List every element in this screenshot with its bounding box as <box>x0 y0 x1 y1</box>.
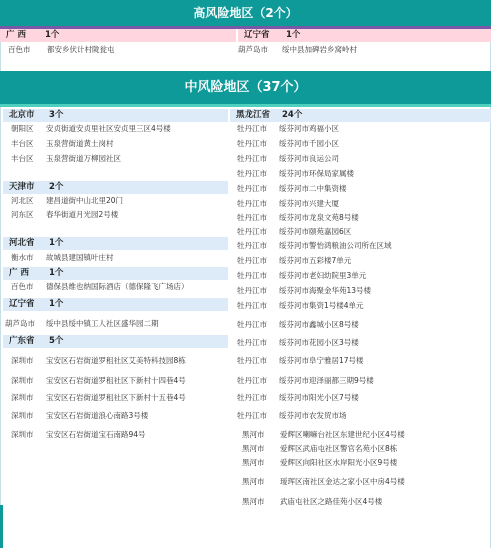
province-count: 1个 <box>49 268 64 278</box>
city-name: 深圳市 <box>11 430 34 439</box>
mid-risk-header: 中风险地区（37个） <box>0 71 491 104</box>
city-name: 牡丹江市 <box>237 227 267 236</box>
city-name: 牡丹江市 <box>237 213 267 222</box>
city-name: 牡丹江市 <box>237 356 267 365</box>
city-name: 黑河市 <box>242 444 265 453</box>
area-name: 绥芬河市良运公司 <box>279 154 339 163</box>
area-name: 春华街道月光园2号楼 <box>46 210 119 219</box>
area-name: 绥芬河市兴建大厦 <box>279 199 339 208</box>
city-name: 牡丹江市 <box>237 199 267 208</box>
area-name: 宝安区石岩街道罗租社区下新村十四巷4号 <box>46 376 186 385</box>
area-name: 爱辉区武庙屯社区警官名苑小区8栋 <box>280 444 398 453</box>
high-risk-header: 高风险地区（2个） <box>0 0 491 26</box>
area-name: 绥芬河市阜宁雅居17号楼 <box>279 356 364 365</box>
province-count: 1个 <box>286 30 301 40</box>
area-name: 绥芬河市警怡鸿粮油公司所在区域 <box>279 241 392 250</box>
province-count: 5个 <box>49 336 64 346</box>
area-name: 玉泉营街道万柳园社区 <box>46 154 121 163</box>
high-province-bar-guangxi <box>0 29 236 42</box>
area-name: 爱辉区喇嘛台社区东建世纪小区4号楼 <box>280 430 405 439</box>
city-name: 百色市 <box>8 45 31 54</box>
area-name: 德保县维也纳国际酒店（德保隆飞广场店） <box>46 282 189 291</box>
province-count: 1个 <box>49 299 64 309</box>
city-name: 河东区 <box>11 210 34 219</box>
province-name: 北京市 <box>9 110 35 120</box>
area-name: 绥中县绥中镇工人社区盛华园二期 <box>46 319 159 328</box>
province-name: 天津市 <box>9 182 35 192</box>
city-name: 衡水市 <box>11 253 34 262</box>
city-name: 丰台区 <box>11 139 34 148</box>
area-name: 绥芬河市海聚金华苑13号楼 <box>279 286 372 295</box>
city-name: 牡丹江市 <box>237 301 267 310</box>
area-name: 绥芬河市鑫城小区8号楼 <box>279 320 359 329</box>
area-name: 宝安区石岩街道罗租社区下新村十五巷4号 <box>46 393 186 402</box>
city-name: 深圳市 <box>11 376 34 385</box>
province-count: 1个 <box>49 238 64 248</box>
city-name: 牡丹江市 <box>237 169 267 178</box>
area-name: 瑷珲区南社区金达之家小区中房4号楼 <box>280 477 405 486</box>
high-province-bar-liaoning <box>238 29 491 42</box>
city-name: 葫芦岛市 <box>5 319 35 328</box>
mid-province-bar-heilongjiang <box>230 109 491 122</box>
area-name: 绥芬河市鸡福小区 <box>279 124 339 133</box>
mid-risk-underline <box>0 104 491 107</box>
city-name: 牡丹江市 <box>237 241 267 250</box>
left-accent-strip <box>0 505 3 548</box>
area-name: 绥芬河市千园小区 <box>279 139 339 148</box>
city-name: 牡丹江市 <box>237 271 267 280</box>
province-name: 广 西 <box>6 30 26 40</box>
area-name: 绥芬河市环保局家属楼 <box>279 169 354 178</box>
province-name: 黑龙江省 <box>236 110 271 120</box>
province-name: 河北省 <box>9 238 35 248</box>
area-name: 绥芬河市花园小区3号楼 <box>279 338 359 347</box>
province-name: 广东省 <box>9 336 35 346</box>
city-name: 河北区 <box>11 196 34 205</box>
area-name: 绥中县加碑岩乡窝岭村 <box>282 45 357 54</box>
city-name: 牡丹江市 <box>237 139 267 148</box>
mid-province-bar-tianjin <box>3 181 228 194</box>
area-name: 绥芬河市颐苑嘉园6区 <box>279 227 352 236</box>
area-name: 绥芬河市集资1号楼4单元 <box>279 301 364 310</box>
area-name: 绥芬河市农发贸市场 <box>279 411 347 420</box>
city-name: 牡丹江市 <box>237 338 267 347</box>
area-name: 宝安区石岩街道罗租社区艾美特科技园8栋 <box>46 356 186 365</box>
province-count: 2个 <box>49 182 64 192</box>
area-name: 故城县建国镇叶庄村 <box>46 253 114 262</box>
province-count: 1个 <box>45 30 60 40</box>
city-name: 深圳市 <box>11 411 34 420</box>
province-count: 3个 <box>49 110 64 120</box>
area-name: 绥芬河市龙泉文苑8号楼 <box>279 213 359 222</box>
city-name: 牡丹江市 <box>237 256 267 265</box>
city-name: 牡丹江市 <box>237 376 267 385</box>
mid-province-bar-guangxi <box>3 267 228 280</box>
city-name: 深圳市 <box>11 393 34 402</box>
mid-province-bar-guangdong <box>3 335 228 348</box>
province-count: 24个 <box>282 110 303 120</box>
area-name: 宝安区石岩街道宝石南路94号 <box>46 430 146 439</box>
area-name: 绥芬河市阳光小区7号楼 <box>279 393 359 402</box>
area-name: 武庙屯社区之路佳苑小区4号楼 <box>280 497 383 506</box>
city-name: 深圳市 <box>11 356 34 365</box>
city-name: 黑河市 <box>242 430 265 439</box>
province-name: 辽宁省 <box>9 299 35 309</box>
city-name: 百色市 <box>11 282 34 291</box>
area-name: 玉泉营街道黄土岗村 <box>46 139 114 148</box>
city-name: 牡丹江市 <box>237 393 267 402</box>
mid-province-bar-liaoning <box>3 298 228 311</box>
city-name: 丰台区 <box>11 154 34 163</box>
city-name: 牡丹江市 <box>237 154 267 163</box>
area-name: 都安乡伏计村陇瓮屯 <box>47 45 115 54</box>
city-name: 葫芦岛市 <box>238 45 268 54</box>
city-name: 黑河市 <box>242 458 265 467</box>
city-name: 牡丹江市 <box>237 411 267 420</box>
area-name: 绥芬河市迎泽丽都三期9号楼 <box>279 376 374 385</box>
city-name: 黑河市 <box>242 497 265 506</box>
city-name: 朝阳区 <box>11 124 34 133</box>
province-name: 广 西 <box>9 268 29 278</box>
city-name: 黑河市 <box>242 477 265 486</box>
mid-province-bar-hebei <box>3 237 228 250</box>
city-name: 牡丹江市 <box>237 124 267 133</box>
area-name: 绥芬河市老妇幼院里3单元 <box>279 271 367 280</box>
area-name: 安贞街道安贞里社区安贞里三区4号楼 <box>46 124 171 133</box>
area-name: 爱辉区向阳社区水岸阳光小区9号楼 <box>280 458 398 467</box>
city-name: 牡丹江市 <box>237 320 267 329</box>
area-name: 建昌道街中山北里20门 <box>46 196 124 205</box>
city-name: 牡丹江市 <box>237 184 267 193</box>
area-name: 宝安区石岩街道浪心南路3号楼 <box>46 411 149 420</box>
area-name: 绥芬河市五彩楼7单元 <box>279 256 352 265</box>
province-name: 辽宁省 <box>244 30 270 40</box>
area-name: 绥芬河市二中集资楼 <box>279 184 347 193</box>
mid-province-bar-beijing <box>3 109 228 122</box>
city-name: 牡丹江市 <box>237 286 267 295</box>
